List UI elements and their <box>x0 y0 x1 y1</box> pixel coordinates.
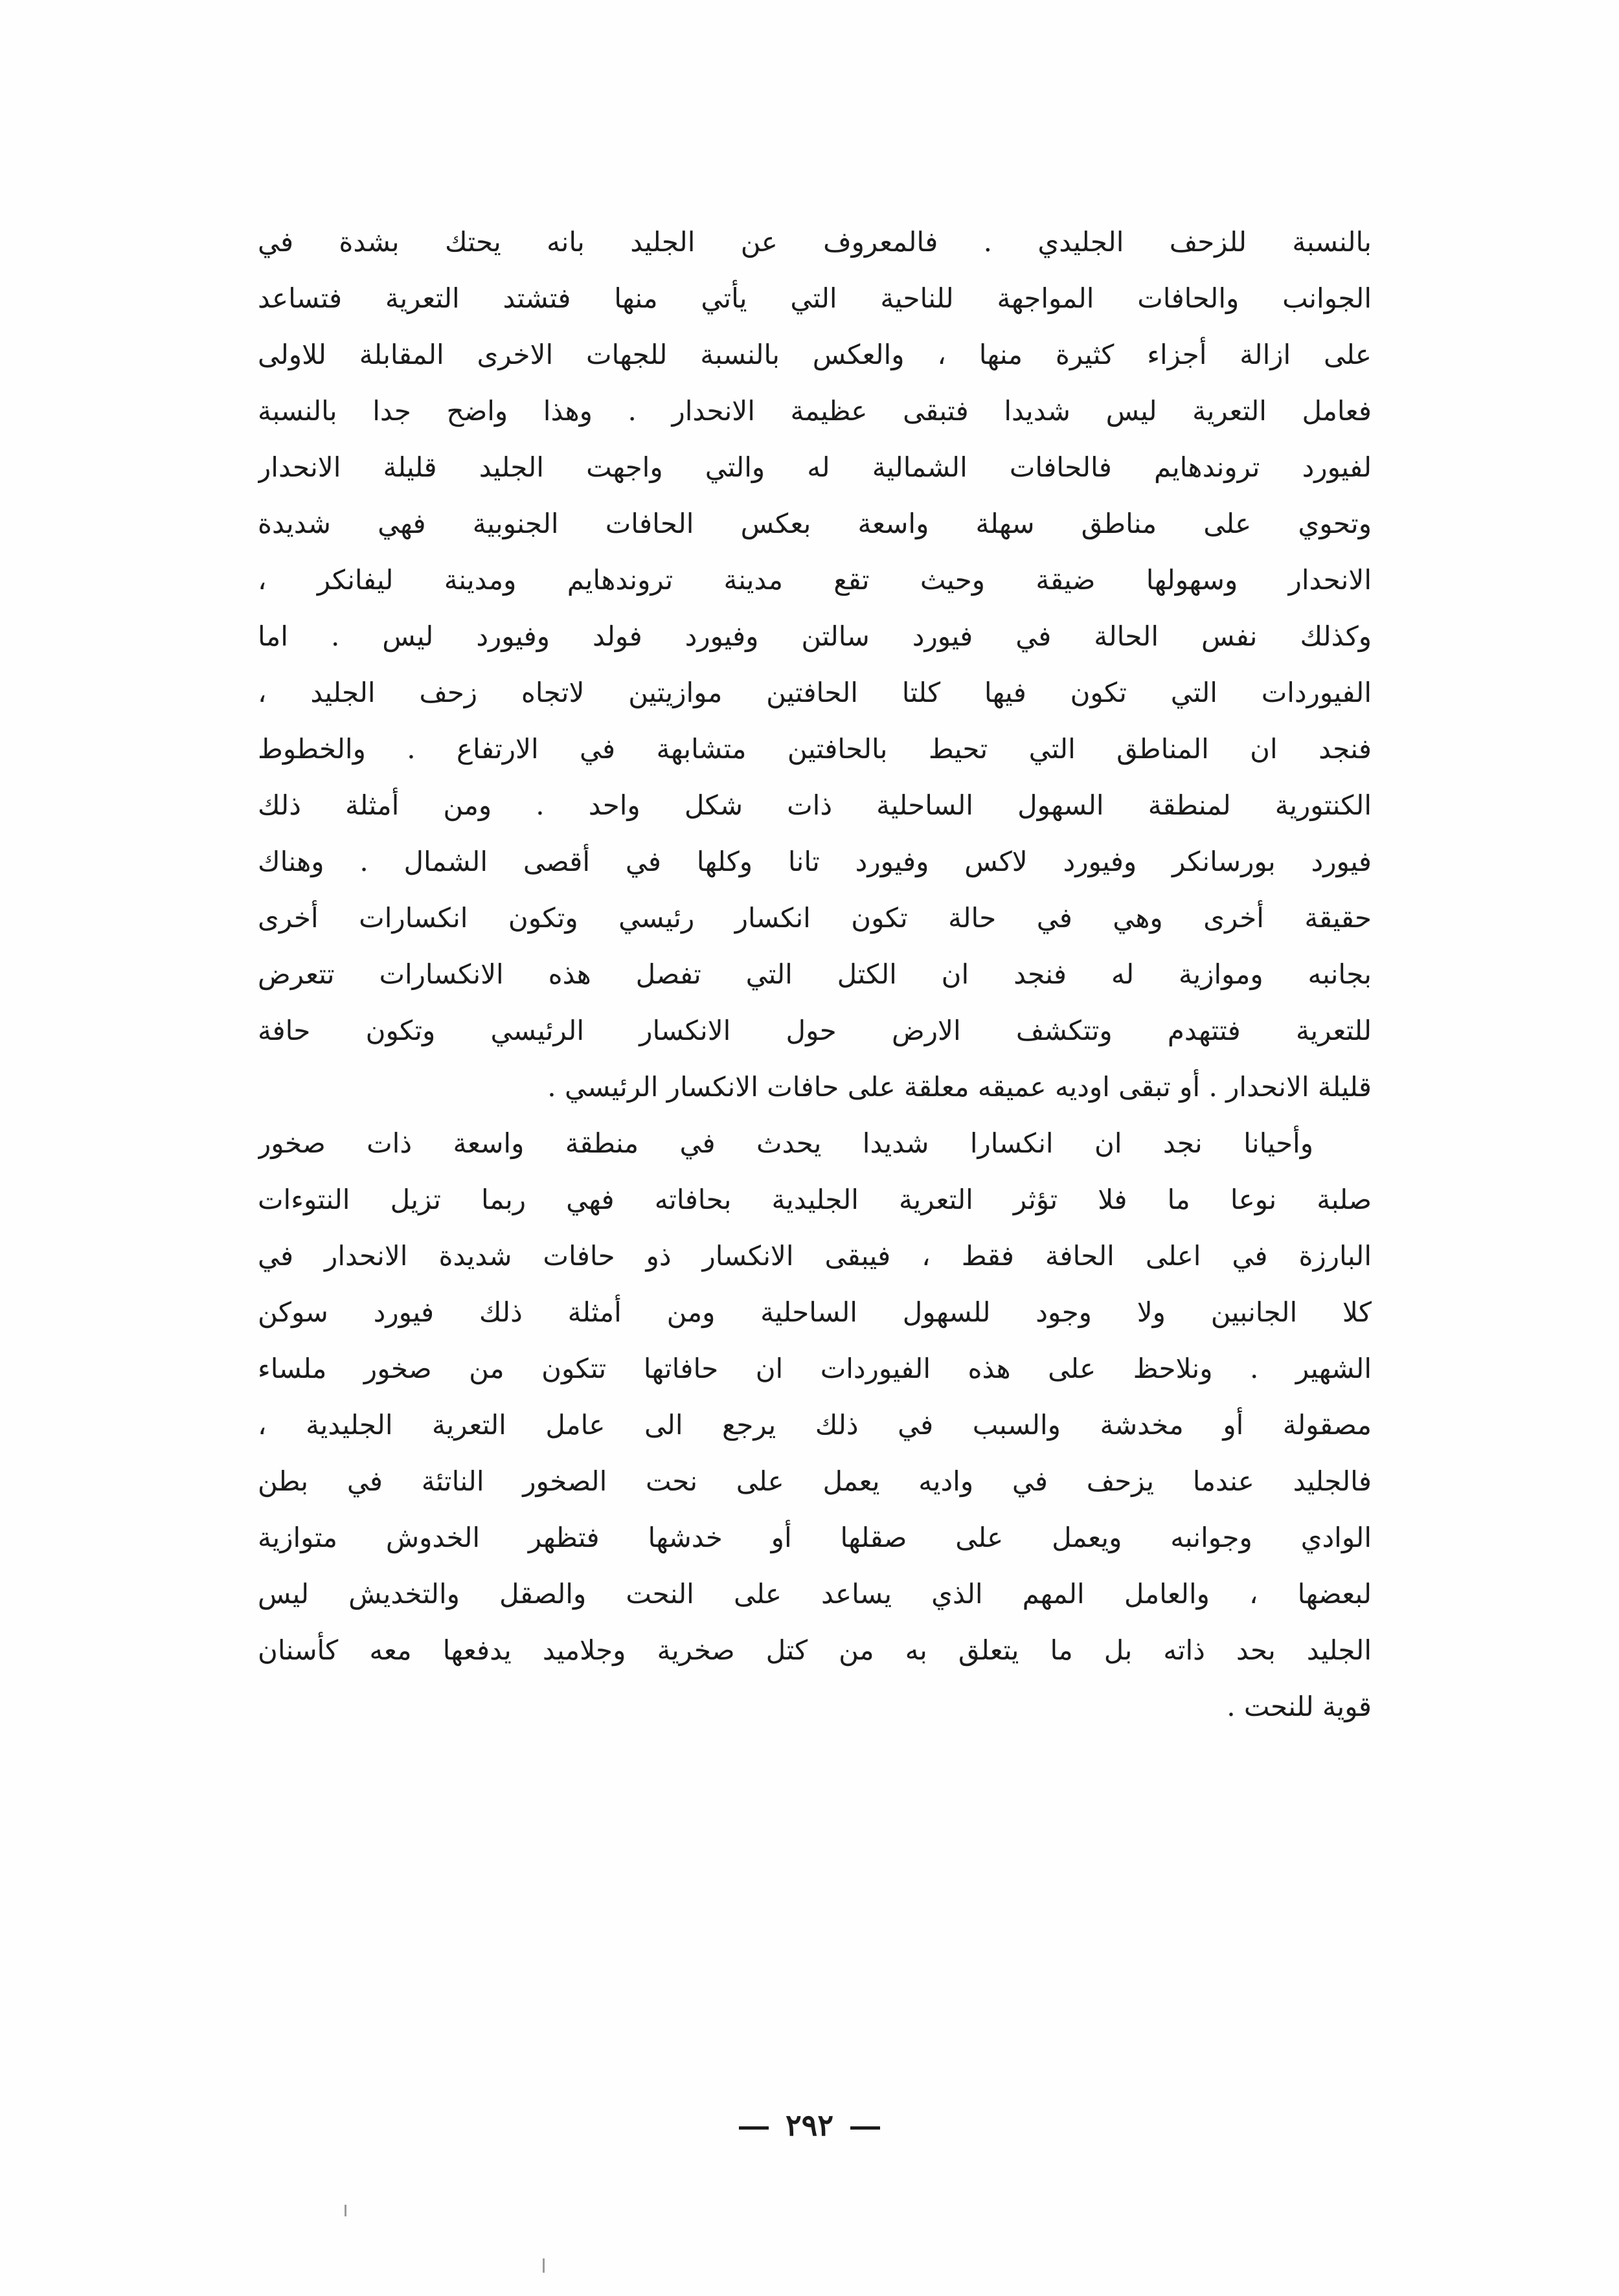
text-line: البارزة في اعلى الحافة فقط ، فيبقى الانكسار ذو حافات شديدة الانحدار في <box>258 1240 1372 1272</box>
text-line: الجليد بحد ذاته بل ما يتعلق به من كتل صخرية وجلاميد يدفعها معه كأسنان <box>258 1634 1372 1666</box>
page-number-dash <box>739 2126 769 2130</box>
text-line: بالنسبة للزحف الجليدي . فالمعروف عن الجليد بانه يحتك بشدة في <box>258 226 1372 258</box>
text-line: الكنتورية لمنطقة السهول الساحلية ذات شكل واحد . ومن أمثلة ذلك <box>258 789 1372 821</box>
text-line: الوادي وجوانبه ويعمل على صقلها أو خدشها فتظهر الخدوش متوازية <box>258 1522 1372 1553</box>
page-number <box>0 2108 1619 2143</box>
page-number-value: ٢٩٢ <box>785 2108 834 2143</box>
text-line: الفيوردات التي تكون فيها كلتا الحافتين موازيتين لاتجاه زحف الجليد ، <box>258 677 1372 708</box>
text-line: مصقولة أو مخدشة والسبب في ذلك يرجع الى عامل التعرية الجليدية ، <box>258 1409 1372 1441</box>
text-line: فعامل التعرية ليس شديدا فتبقى عظيمة الانحدار . وهذا واضح جدا بالنسبة <box>258 395 1372 427</box>
text-line: لفيورد تروندهايم فالحافات الشمالية له والتي واجهت الجليد قليلة الانحدار <box>258 451 1372 483</box>
text-line: قليلة الانحدار . أو تبقى اوديه عميقه معلقة على حافات الانكسار الرئيسي . <box>547 1071 1372 1103</box>
text-line: فنجد ان المناطق التي تحيط بالحافتين متشابهة في الارتفاع . والخطوط <box>258 733 1372 765</box>
page-number-dash <box>850 2126 880 2130</box>
text-line: صلبة نوعا ما فلا تؤثر التعرية الجليدية بحافاته فهي ربما تزيل النتوءات <box>258 1184 1372 1215</box>
text-line: كلا الجانبين ولا وجود للسهول الساحلية ومن أمثلة ذلك فيورد سوكن <box>258 1296 1372 1328</box>
text-line: فيورد بورسانكر وفيورد لاكس وفيورد تانا وكلها في أقصى الشمال . وهناك <box>258 846 1372 877</box>
text-line: على ازالة أجزاء كثيرة منها ، والعكس بالنسبة للجهات الاخرى المقابلة للاولى <box>258 339 1372 370</box>
text-line: الانحدار وسهولها ضيقة وحيث تقع مدينة تروندهايم ومدينة ليفانكر ، <box>258 564 1372 596</box>
text-line: بجانبه وموازية له فنجد ان الكتل التي تفصل هذه الانكسارات تتعرض <box>258 958 1372 990</box>
text-line: الجوانب والحافات المواجهة للناحية التي يأتي منها فتشتد التعرية فتساعد <box>258 282 1372 314</box>
text-line: قوية للنحت . <box>1227 1691 1372 1722</box>
text-line: وأحيانا نجد ان انكسارا شديدا يحدث في منطقة واسعة ذات صخور <box>258 1127 1313 1159</box>
text-line: حقيقة أخرى وهي في حالة تكون انكسار رئيسي وتكون انكسارات أخرى <box>258 902 1372 934</box>
text-line: الشهير . ونلاحظ على هذه الفيوردات ان حافاتها تتكون من صخور ملساء <box>258 1353 1372 1384</box>
scan-margin-mark <box>345 2205 346 2216</box>
body-text <box>258 214 1372 1735</box>
text-line: للتعرية فتتهدم وتتكشف الارض حول الانكسار الرئيسي وتكون حافة <box>258 1015 1372 1046</box>
text-line: وكذلك نفس الحالة في فيورد سالتن وفيورد فولد وفيورد ليس . اما <box>258 620 1372 652</box>
scan-margin-mark <box>543 2258 545 2273</box>
text-line: لبعضها ، والعامل المهم الذي يساعد على النحت والصقل والتخديش ليس <box>258 1578 1372 1610</box>
text-line: وتحوي على مناطق سهلة واسعة بعكس الحافات الجنوبية فهي شديدة <box>258 508 1372 539</box>
text-line: فالجليد عندما يزحف في واديه يعمل على نحت الصخور الناتئة في بطن <box>258 1465 1372 1497</box>
